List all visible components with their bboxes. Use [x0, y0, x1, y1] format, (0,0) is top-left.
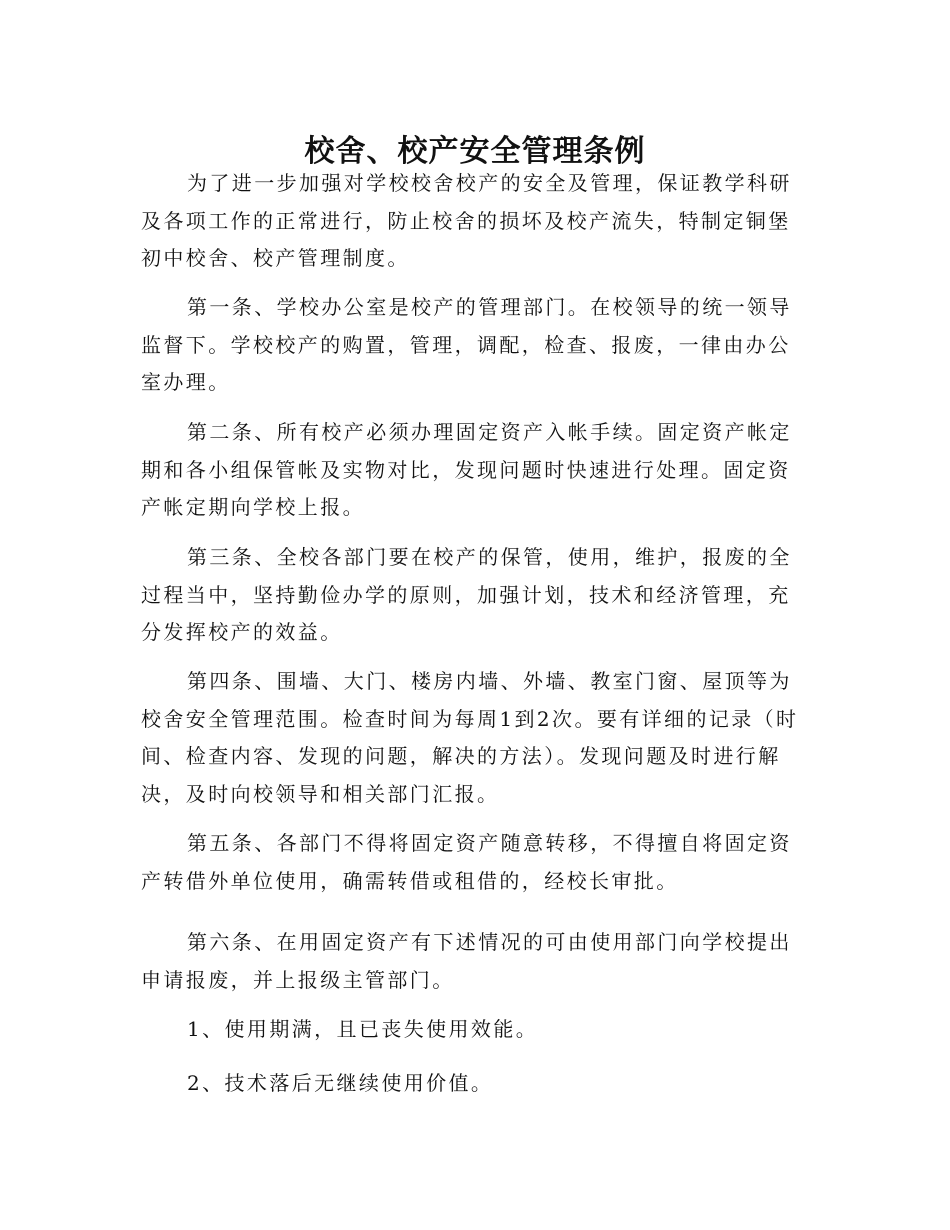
paragraph-article-2: 第二条、所有校产必须办理固定资产入帐手续。固定资产帐定期和各小组保管帐及实物对比，发现问题时快速进行处理。固定资产帐定期向学校上报。	[141, 420, 792, 519]
paragraph-article-3: 第三条、全校各部门要在校产的保管，使用，维护，报废的全过程当中，坚持勤俭办学的原则，加强计划，技术和经济管理，充分发挥校产的效益。	[141, 545, 792, 644]
paragraph-article-1: 第一条、学校办公室是校产的管理部门。在校领导的统一领导监督下。学校校产的购置，管理，调配，检查、报废，一律由办公室办理。	[141, 295, 792, 394]
list-item-2: 2、技术落后无继续使用价值。	[187, 1071, 494, 1095]
paragraph-article-5: 第五条、各部门不得将固定资产随意转移，不得擅自将固定资产转借外单位使用，确需转借或租借的，经校长审批。	[141, 831, 792, 893]
document-title: 校舍、校产安全管理条例	[304, 134, 646, 170]
list-item-1: 1、使用期满，且已丧失使用效能。	[187, 1017, 539, 1041]
paragraph-intro: 为了进一步加强对学校校舍校产的安全及管理，保证教学科研及各项工作的正常进行，防止校舍的损坏及校产流失，特制定铜堡初中校舍、校产管理制度。	[141, 171, 792, 270]
paragraph-article-6: 第六条、在用固定资产有下述情况的可由使用部门向学校提出申请报废，并上报级主管部门。	[141, 930, 792, 992]
paragraph-article-4: 第四条、围墙、大门、楼房内墙、外墙、教室门窗、屋顶等为校舍安全管理范围。检查时间为每周1到2次。要有详细的记录（时间、检查内容、发现的问题，解决的方法）。发现问题及时进行解决，及时向校领导和相关部门汇报。	[141, 669, 799, 806]
